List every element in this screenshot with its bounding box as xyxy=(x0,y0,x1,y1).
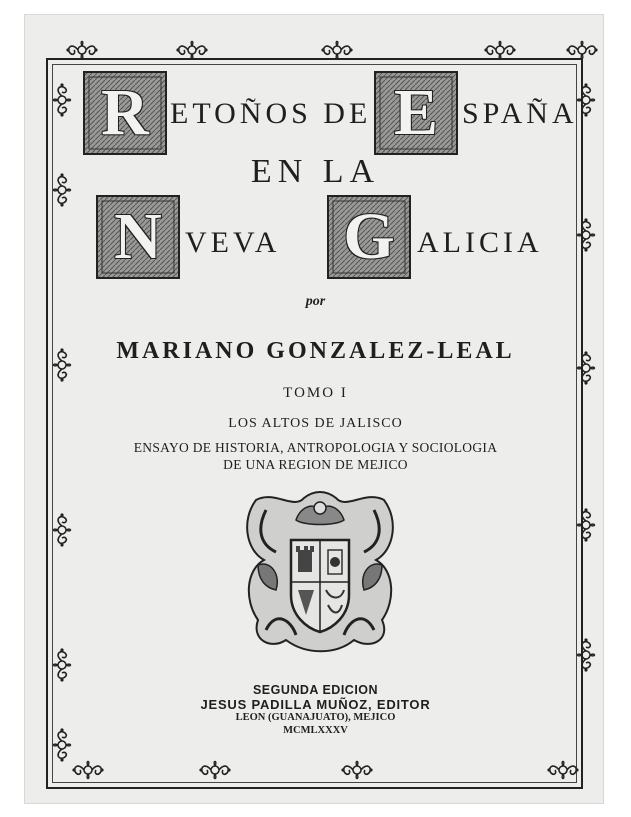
title-word-spana: SPAÑA xyxy=(462,97,578,130)
title-word-retonos-de: ETOÑOS DE xyxy=(170,97,372,130)
coat-of-arms-icon xyxy=(236,490,404,658)
initial-r: R xyxy=(101,76,149,149)
place-label: LEON (GUANAJUATO), MEJICO xyxy=(235,712,396,723)
publisher-label: JESUS PADILLA MUÑOZ, EDITOR xyxy=(200,697,431,712)
subtitle-los-altos: LOS ALTOS DE JALISCO xyxy=(228,416,403,431)
initial-e: E xyxy=(393,76,439,149)
initial-g: G xyxy=(343,200,395,273)
volume-label: TOMO I xyxy=(283,385,348,401)
subtitle-ensayo: ENSAYO DE HISTORIA, ANTROPOLOGIA Y SOCIOLOGIA xyxy=(133,440,498,455)
year-label: MCMLXXXV xyxy=(283,725,348,736)
title-word-alicia: ALICIA xyxy=(417,226,543,259)
edition-label: SEGUNDA EDICION xyxy=(252,683,379,697)
title-word-veva: VEVA xyxy=(185,226,281,259)
author-name: MARIANO GONZALEZ-LEAL xyxy=(116,338,515,364)
title-en-la: EN LA xyxy=(250,153,381,190)
subtitle-region: DE UNA REGION DE MEJICO xyxy=(223,457,408,472)
por-label: por xyxy=(305,294,326,309)
initial-n: N xyxy=(114,200,162,273)
